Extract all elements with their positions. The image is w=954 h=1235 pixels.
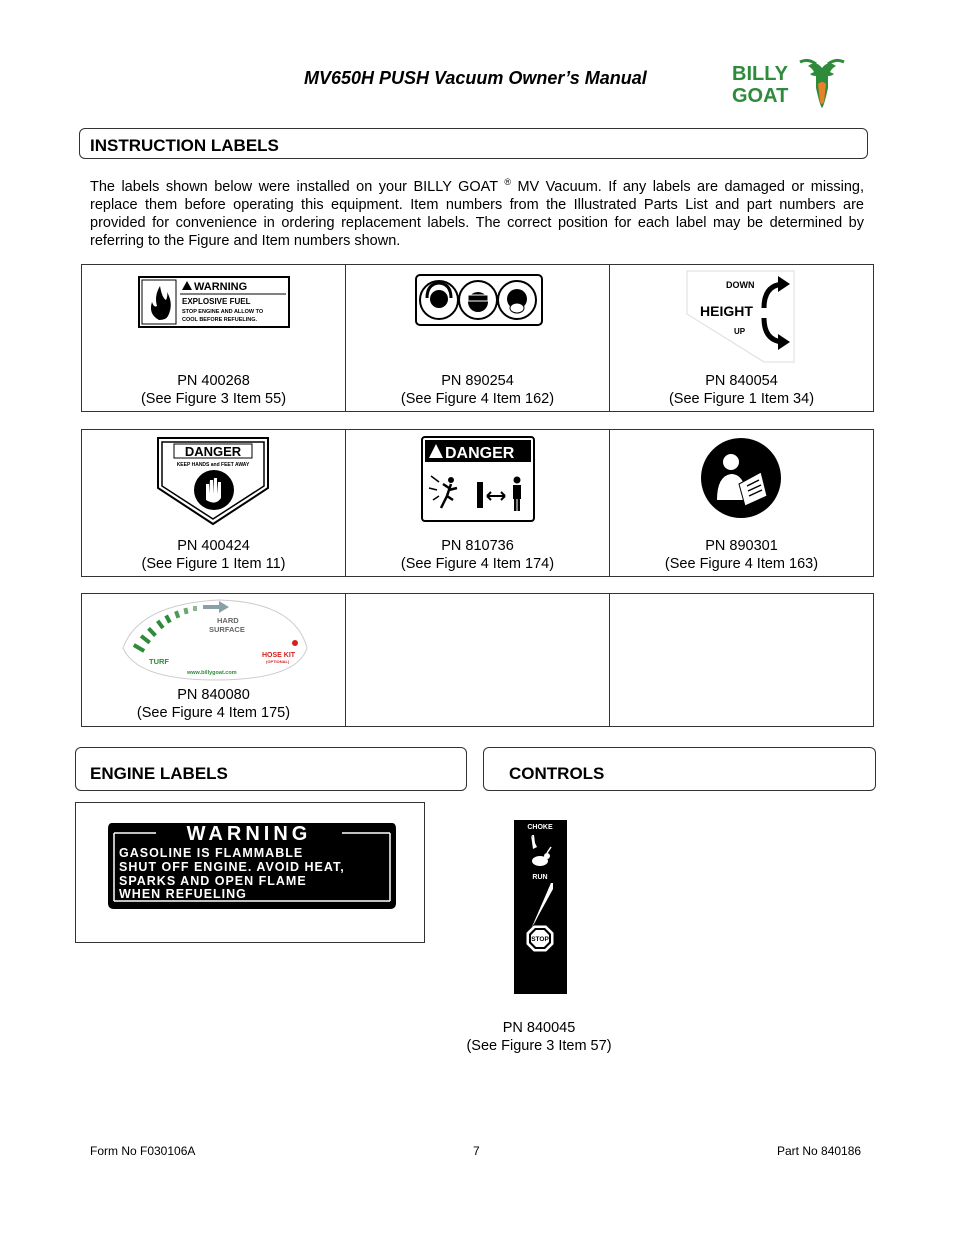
svg-text:CHOKE: CHOKE <box>527 824 553 831</box>
svg-text:SURFACE: SURFACE <box>209 625 245 634</box>
labels-table-row-1 <box>81 264 874 412</box>
billy-goat-logo <box>728 58 858 112</box>
svg-text:DANGER: DANGER <box>445 445 515 462</box>
manual-title: MV650H PUSH Vacuum Owner’s Manual <box>304 68 647 88</box>
ppe-label <box>415 274 543 326</box>
part-number: PN 400424 <box>177 538 250 554</box>
read-manual-label <box>699 436 783 520</box>
labels-table-row-2 <box>81 429 874 577</box>
logo-word-billy: BILLY <box>732 63 788 85</box>
section-title: CONTROLS <box>509 764 605 783</box>
ear-protection-icon <box>420 281 458 319</box>
svg-text:SHUT OFF ENGINE. AVOID HEAT,: SHUT OFF ENGINE. AVOID HEAT, <box>119 860 345 874</box>
gasoline-warning-label <box>106 821 398 911</box>
engine-labels-header <box>75 747 467 791</box>
throttle-control-label <box>513 819 569 996</box>
svg-text:WARNING: WARNING <box>186 823 312 845</box>
eye-protection-icon <box>459 281 497 319</box>
label-cell <box>346 265 610 412</box>
label-cell <box>610 430 874 577</box>
logo-word-goat: GOAT <box>732 85 789 107</box>
svg-text:WARNING: WARNING <box>194 281 248 293</box>
svg-text:TURF: TURF <box>149 657 169 666</box>
registered-mark: ® <box>504 177 511 187</box>
goat-head-icon <box>800 60 844 108</box>
label-cell <box>82 430 346 577</box>
part-number: PN 810736 <box>441 538 514 554</box>
figure-reference: (See Figure 4 Item 162) <box>400 391 555 407</box>
part-number: PN 840054 <box>705 373 778 389</box>
label-cell <box>610 265 874 412</box>
controls-part-number: PN 840045 <box>502 1020 576 1036</box>
label-cell <box>82 265 346 412</box>
svg-text:GASOLINE IS FLAMMABLE: GASOLINE IS FLAMMABLE <box>119 846 304 860</box>
svg-text:EXPLOSIVE FUEL: EXPLOSIVE FUEL <box>182 297 251 306</box>
figure-reference: (See Figure 4 Item 174) <box>400 556 555 572</box>
engine-label-box <box>75 802 425 943</box>
labels-table-row-3 <box>81 593 874 727</box>
part-number-footer: Part No 840186 <box>777 1144 862 1158</box>
empty-label-cell <box>346 594 610 727</box>
figure-reference: (See Figure 4 Item 163) <box>664 556 819 572</box>
part-number: PN 890301 <box>705 538 778 554</box>
svg-text:SPARKS AND OPEN FLAME: SPARKS AND OPEN FLAME <box>119 874 307 888</box>
svg-text:(OPTIONAL): (OPTIONAL) <box>266 659 290 664</box>
controls-header <box>483 747 876 791</box>
svg-text:HARD: HARD <box>217 616 239 625</box>
hose-kit-dot <box>292 640 298 646</box>
figure-reference: (See Figure 3 Item 55) <box>140 391 287 407</box>
label-cell <box>82 594 346 727</box>
page-number: 7 <box>473 1144 480 1158</box>
keep-hands-away-label <box>156 436 270 526</box>
svg-text:WHEN REFUELING: WHEN REFUELING <box>119 887 247 901</box>
section-title: ENGINE LABELS <box>90 764 228 783</box>
label-cell <box>346 430 610 577</box>
section-title: INSTRUCTION LABELS <box>90 136 279 155</box>
figure-reference: (See Figure 1 Item 11) <box>141 556 286 572</box>
svg-text:COOL BEFORE REFUELING.: COOL BEFORE REFUELING. <box>182 317 258 323</box>
svg-text:UP: UP <box>734 327 746 336</box>
stop-sign-icon <box>527 926 553 951</box>
part-number: PN 890254 <box>441 373 514 389</box>
svg-text:STOP: STOP <box>531 936 549 943</box>
controls-figure-reference: (See Figure 3 Item 57) <box>466 1038 612 1054</box>
height-adjust-label <box>686 270 796 364</box>
part-number: PN 400268 <box>177 373 250 389</box>
form-number: Form No F030106A <box>90 1144 196 1158</box>
thrown-objects-danger-label <box>421 436 535 522</box>
svg-text:STOP ENGINE AND ALLOW TO: STOP ENGINE AND ALLOW TO <box>182 309 264 315</box>
surface-selector-label <box>119 598 311 682</box>
empty-label-cell <box>610 594 874 727</box>
hand-hazard-icon <box>194 470 234 510</box>
dust-mask-icon <box>498 281 536 319</box>
explosive-fuel-warning-label <box>138 276 290 328</box>
svg-text:RUN: RUN <box>532 874 548 881</box>
intro-paragraph: The labels shown below were installed on your BILLY GOAT ® MV Vacuum. If any labels are damaged or missing, replace them before operating this equipment. Item numbers from the Illustrated Parts List and part numbers are provided for convenience in ordering replacement labels. The correct position for each label may be determined by referring to the Figure and Item numbers shown. <box>90 177 864 249</box>
figure-reference: (See Figure 4 Item 175) <box>136 705 291 721</box>
part-number: PN 840080 <box>177 687 250 703</box>
svg-text:DANGER: DANGER <box>184 444 242 459</box>
figure-reference: (See Figure 1 Item 34) <box>668 391 815 407</box>
instruction-labels-header <box>79 128 868 159</box>
svg-text:KEEP HANDS and FEET AWAY: KEEP HANDS and FEET AWAY <box>176 462 250 468</box>
svg-text:HEIGHT: HEIGHT <box>700 303 753 319</box>
svg-text:HOSE KIT: HOSE KIT <box>262 652 296 659</box>
svg-text:DOWN: DOWN <box>726 280 755 290</box>
svg-text:www.billygoat.com: www.billygoat.com <box>187 670 237 676</box>
